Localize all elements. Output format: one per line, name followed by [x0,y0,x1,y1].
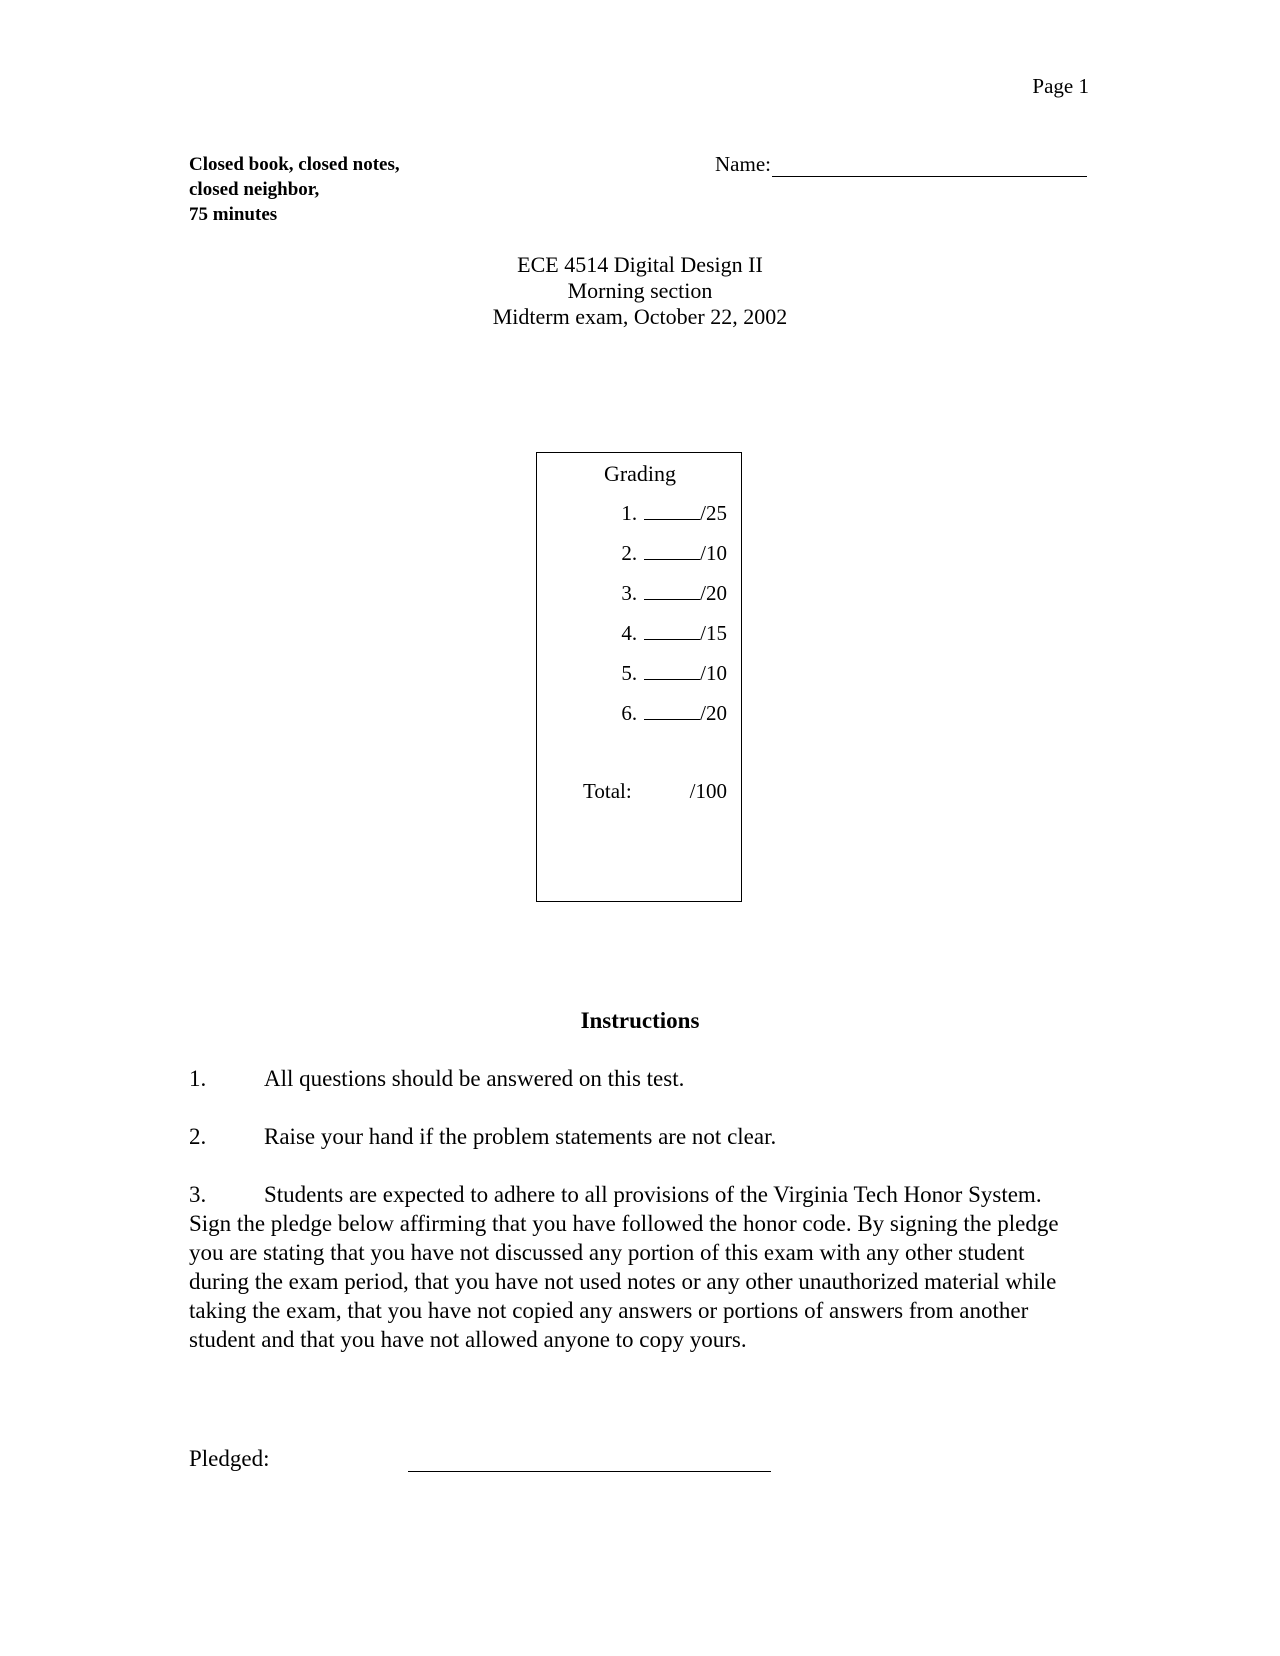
grade-blank[interactable] [644,621,700,640]
instruction-item [189,1180,1084,1354]
instruction-item [189,1122,1084,1151]
instruction-number: 2. [189,1124,207,1149]
grade-max: /15 [700,621,727,645]
exam-note-line: 75 minutes [189,204,278,225]
instruction-text: All questions should be answered on this test. [264,1066,685,1091]
grade-row [621,621,727,646]
instruction-number: 3. [189,1182,207,1207]
grade-blank[interactable] [644,501,700,520]
grade-row [621,701,727,726]
grade-number: 1. [621,501,638,525]
pledge-field[interactable] [189,1446,771,1472]
instruction-text: Raise your hand if the problem statements are not clear. [264,1124,777,1149]
course-title: ECE 4514 Digital Design II [517,252,763,277]
grade-max: /20 [700,701,727,725]
name-field[interactable] [715,152,1087,177]
grade-blank[interactable] [644,541,700,560]
page-number: Page 1 [1032,74,1089,98]
name-label: Name: [715,152,771,176]
exam-note-line: Closed book, closed notes, [189,154,400,175]
grade-row [621,541,727,566]
exam-note-line: closed neighbor, [189,179,320,200]
exam-title: Midterm exam, October 22, 2002 [492,304,788,329]
name-blank[interactable] [772,154,1087,177]
grading-title: Grading [603,461,677,486]
instruction-number: 1. [189,1066,207,1091]
pledge-label: Pledged: [189,1446,270,1471]
grade-max: /10 [700,661,727,685]
instruction-text: Students are expected to adhere to all provisions of the Virginia Tech Honor System. Sign the pledge below affirming that you have followed the honor code. By signing the pledge you are stating that you have not discussed any portion of this exam with any other student during the exam period, that you have not used notes or any other unauthorized material while taking the exam, that you have not copied any answers or portions of answers from another student and that you have not allowed anyone to copy yours. [189,1182,1059,1352]
total-label: Total: [583,779,632,803]
grade-number: 6. [621,701,638,725]
grade-blank[interactable] [644,581,700,600]
grade-max: /10 [700,541,727,565]
grade-blank[interactable] [644,661,700,680]
grading-box [536,452,742,902]
grade-row [621,501,727,526]
grade-number: 2. [621,541,638,565]
grade-row [621,581,727,606]
grade-number: 3. [621,581,638,605]
instruction-item [189,1064,1084,1093]
grade-row [621,661,727,686]
instructions-title: Instructions [580,1008,700,1033]
total-max: /100 [689,779,727,803]
grade-blank[interactable] [644,701,700,720]
section-title: Morning section [567,278,713,303]
grade-number: 4. [621,621,638,645]
grade-max: /25 [700,501,727,525]
grade-max: /20 [700,581,727,605]
exam-heading [0,252,1280,330]
grade-number: 5. [621,661,638,685]
exam-notes [189,152,400,227]
pledge-signature-blank[interactable] [408,1447,771,1472]
